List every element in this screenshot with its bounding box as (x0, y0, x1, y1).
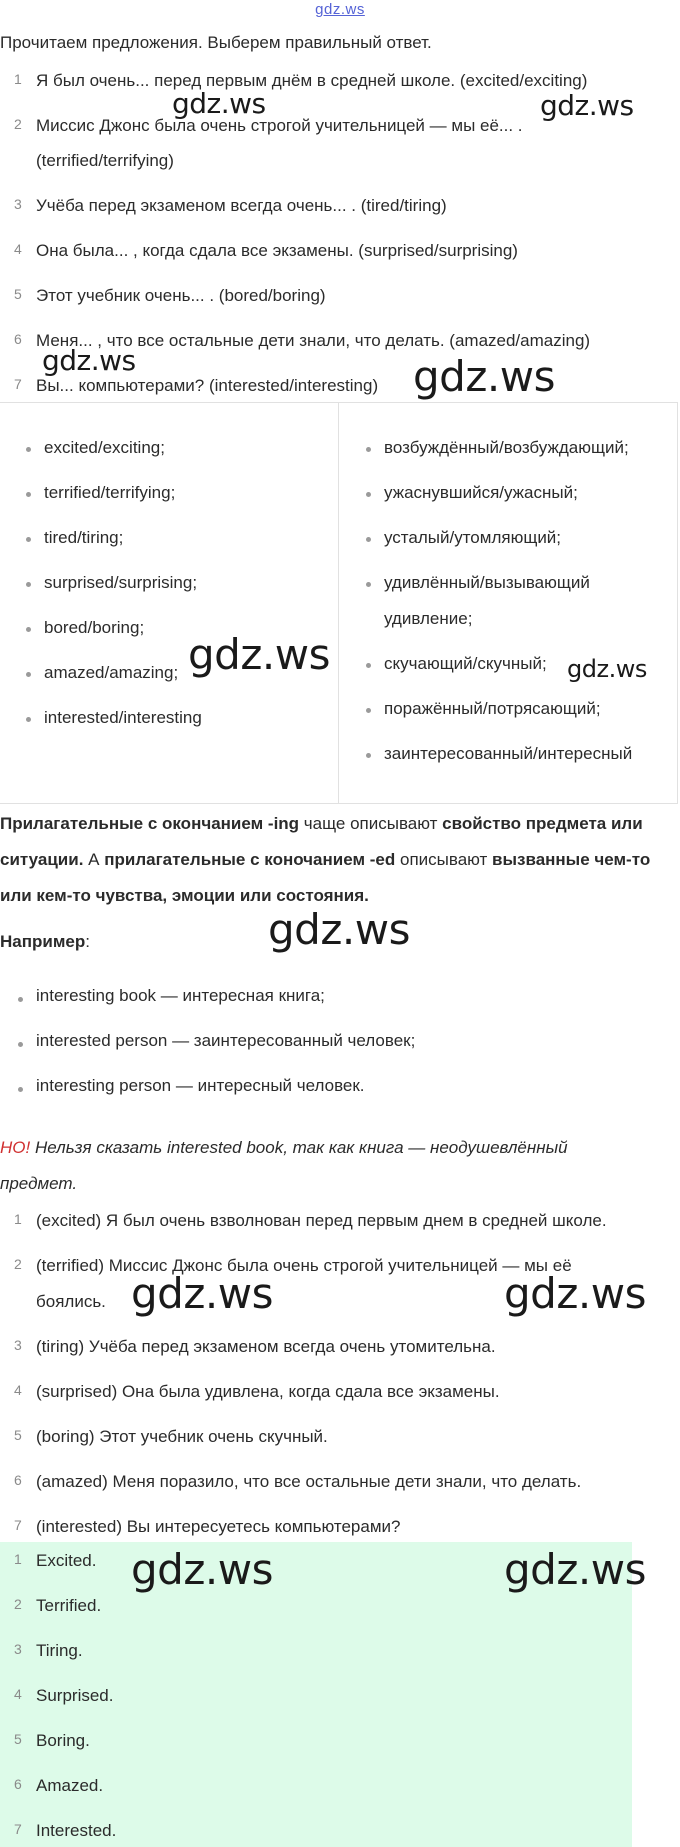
vocab-russian-item: усталый/утомляющий; (384, 528, 562, 547)
bullet-dot (18, 1087, 23, 1092)
vocab-table (0, 402, 678, 804)
vocab-russian-item: удивлённый/вызывающий (384, 573, 590, 592)
example-item: interesting book — интересная книга; (36, 986, 325, 1005)
bullet-dot (366, 447, 371, 452)
watermark: gdz.ws (42, 344, 136, 377)
bullet-dot (18, 1042, 23, 1047)
bullet-dot (366, 492, 371, 497)
bullet-dot (26, 627, 31, 632)
bullet-dot (18, 997, 23, 1002)
watermark: gdz.ws (504, 1545, 646, 1594)
vocab-english-item: terrified/terrifying; (44, 483, 176, 502)
note-paragraph: НО! Нельзя сказать interested book, так как книга — неодушевлённый предмет. (0, 1138, 568, 1193)
watermark: gdz.ws (188, 630, 330, 679)
vocab-russian-item: ужаснувшийся/ужасный; (384, 483, 578, 502)
rule-line-3: или кем-то чувства, эмоции или состояния. (0, 886, 369, 905)
bullet-dot (366, 537, 371, 542)
bullet-dot (26, 717, 31, 722)
watermark: gdz.ws (131, 1269, 273, 1318)
example-item: interesting person — интересный человек. (36, 1076, 365, 1095)
vocab-english-item: excited/exciting; (44, 438, 165, 457)
rule-line-2: ситуации. А прилагательные с коночанием -ed описывают вызванные чем-то (0, 850, 651, 869)
vocab-russian-item: возбуждённый/возбуждающий; (384, 438, 629, 457)
bullet-dot (366, 753, 371, 758)
vocab-english-item: amazed/amazing; (44, 663, 179, 682)
bullet-dot (366, 582, 371, 587)
vocab-english-item: bored/boring; (44, 618, 145, 637)
watermark: gdz.ws (172, 87, 266, 120)
watermark: gdz.ws (413, 352, 555, 401)
watermark: gdz.ws (268, 905, 410, 954)
bullet-dot (26, 672, 31, 677)
vocab-russian-item-continued: удивление; (384, 609, 473, 628)
bullet-dot (366, 708, 371, 713)
site-logo[interactable]: gdz.ws (315, 1, 365, 18)
example-item: interested person — заинтересованный человек; (36, 1031, 416, 1050)
example-label: Например: (0, 932, 90, 951)
intro-text: Прочитаем предложения. Выберем правильный ответ. (0, 33, 432, 52)
vocab-english-item: tired/tiring; (44, 528, 124, 547)
column-divider (338, 403, 339, 803)
watermark: gdz.ws (540, 89, 634, 122)
rule-line-1: Прилагательные с окончанием -ing чаще описывают свойство предмета или (0, 814, 643, 833)
bullet-dot (26, 537, 31, 542)
vocab-russian-item: скучающий/скучный; (384, 654, 547, 673)
bullet-dot (26, 492, 31, 497)
bullet-dot (26, 582, 31, 587)
bullet-dot (26, 447, 31, 452)
vocab-english-item: surprised/surprising; (44, 573, 198, 592)
bullet-dot (366, 663, 371, 668)
vocab-russian-item: поражённый/потрясающий; (384, 699, 601, 718)
watermark: gdz.ws (504, 1269, 646, 1318)
watermark: gdz.ws (131, 1545, 273, 1594)
vocab-russian-item: заинтересованный/интересный (384, 744, 633, 763)
vocab-english-item: interested/interesting (44, 708, 202, 727)
watermark: gdz.ws (567, 655, 647, 683)
